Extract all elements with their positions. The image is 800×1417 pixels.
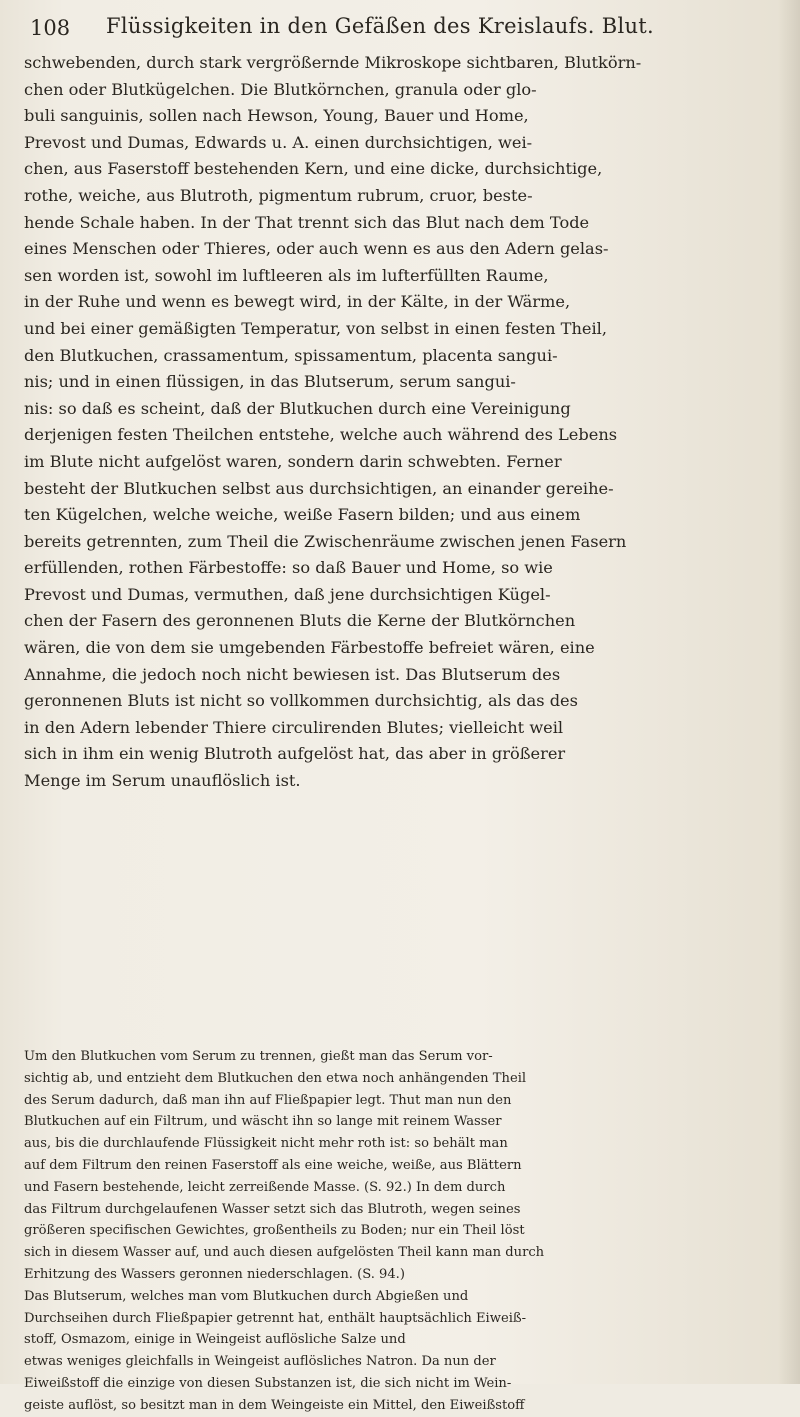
note-line: Eiweißstoff die einzige von diesen Substanzen ist, die sich nicht im Wein- (24, 1375, 512, 1391)
note-line: sichtig ab, und entzieht dem Blutkuchen den etwa noch anhängenden Theil (24, 1070, 527, 1086)
main-paragraph (24, 50, 782, 795)
text-line: chen der Fasern des geronnenen Bluts die Kerne der Blutkörnchen (24, 611, 576, 631)
text-line: besteht der Blutkuchen selbst aus durchsichtigen, an einander gereihe- (24, 478, 614, 498)
text-line: in der Ruhe und wenn es bewegt wird, in der Kälte, in der Wärme, (24, 292, 571, 312)
text-line: ten Kügelchen, welche weiche, weiße Fasern bilden; und aus einem (24, 505, 581, 525)
note-line: des Serum dadurch, daß man ihn auf Fließpapier legt. Thut man nun den (24, 1092, 512, 1108)
text-line: geronnenen Bluts ist nicht so vollkommen durchsichtig, als das des (24, 691, 578, 711)
text-line: nis; und in einen flüssigen, in das Blutserum, serum sangui- (24, 372, 516, 392)
text-line: chen, aus Faserstoff bestehenden Kern, und eine dicke, durchsichtige, (24, 159, 603, 179)
text-line: derjenigen festen Theilchen entstehe, welche auch während des Lebens (24, 425, 618, 445)
text-line: in den Adern lebender Thiere circulirenden Blutes; vielleicht weil (24, 717, 564, 737)
text-line: eines Menschen oder Thieres, oder auch wenn es aus den Adern gelas- (24, 239, 609, 259)
text-line: bereits getrennten, zum Theil die Zwischenräume zwischen jenen Fasern (24, 531, 627, 551)
text-line: den Blutkuchen, crassamentum, spissamentum, placenta sangui- (24, 345, 558, 365)
page-edge-shadow (778, 0, 800, 1384)
text-line: Menge im Serum unauflöslich ist. (24, 771, 301, 791)
text-line: chen oder Blutkügelchen. Die Blutkörnchen, granula oder glo- (24, 79, 537, 99)
note-line: aus, bis die durchlaufende Flüssigkeit nicht mehr roth ist: so behält man (24, 1136, 508, 1152)
text-line: und bei einer gemäßigten Temperatur, von selbst in einen festen Theil, (24, 318, 607, 338)
text-line: hende Schale haben. In der That trennt sich das Blut nach dem Tode (24, 212, 590, 232)
note-line: Das Blutserum, welches man vom Blutkuchen durch Abgießen und (24, 1288, 469, 1304)
text-line: erfüllenden, rothen Färbestoffe: so daß Bauer und Home, so wie (24, 558, 553, 578)
note-line: das Filtrum durchgelaufenen Wasser setzt sich das Blutroth, wegen seines (24, 1201, 521, 1217)
text-line: Prevost und Dumas, vermuthen, daß jene durchsichtigen Kügel- (24, 584, 551, 604)
text-line: Annahme, die jedoch noch nicht bewiesen ist. Das Blutserum des (24, 664, 561, 684)
text-line: wären, die von dem sie umgebenden Färbestoffe befreiet wären, eine (24, 638, 595, 658)
text-line: im Blute nicht aufgelöst waren, sondern darin schwebten. Ferner (24, 451, 562, 471)
note-line: größeren specifischen Gewichtes, großentheils zu Boden; nur ein Theil löst (24, 1223, 525, 1239)
text-line: buli sanguinis, sollen nach Hewson, Young, Bauer und Home, (24, 106, 529, 126)
note-line: stoff, Osmazom, einige in Weingeist auflösliche Salze und (24, 1332, 406, 1348)
text-line: sen worden ist, sowohl im luftleeren als im lufterfüllten Raume, (24, 265, 549, 285)
footnote-block (24, 1046, 782, 1417)
running-title: Flüssigkeiten in den Gefäßen des Kreislaufs. Blut. (106, 14, 655, 38)
text-line: schwebenden, durch stark vergrößernde Mikroskope sichtbaren, Blutkörn- (24, 53, 642, 72)
note-line: Erhitzung des Wassers geronnen niederschlagen. (S. 94.) (24, 1266, 405, 1282)
page-number: 108 (30, 16, 71, 40)
note-line: und Fasern bestehende, leicht zerreißende Masse. (S. 92.) In dem durch (24, 1179, 506, 1195)
text-line: sich in ihm ein wenig Blutroth aufgelöst hat, das aber in größerer (24, 744, 566, 764)
note-line: Um den Blutkuchen vom Serum zu trennen, gießt man das Serum vor- (24, 1049, 493, 1064)
note-line: auf dem Filtrum den reinen Faserstoff als eine weiche, weiße, aus Blättern (24, 1157, 522, 1173)
note-line: etwas weniges gleichfalls in Weingeist auflösliches Natron. Da nun der (24, 1354, 496, 1370)
note-line: geiste auflöst, so besitzt man in dem Weingeiste ein Mittel, den Eiweißstoff (24, 1397, 525, 1413)
text-line: rothe, weiche, aus Blutroth, pigmentum rubrum, cruor, beste- (24, 185, 533, 205)
note-line: Blutkuchen auf ein Filtrum, und wäscht ihn so lange mit reinem Wasser (24, 1114, 502, 1130)
note-line: Durchseihen durch Fließpapier getrennt hat, enthält hauptsächlich Eiweiß- (24, 1310, 527, 1326)
text-line: nis: so daß es scheint, daß der Blutkuchen durch eine Vereinigung (24, 398, 571, 418)
page-header (30, 10, 780, 44)
note-line: sich in diesem Wasser auf, und auch diesen aufgelösten Theil kann man durch (24, 1245, 545, 1261)
text-line: Prevost und Dumas, Edwards u. A. einen durchsichtigen, wei- (24, 132, 533, 152)
